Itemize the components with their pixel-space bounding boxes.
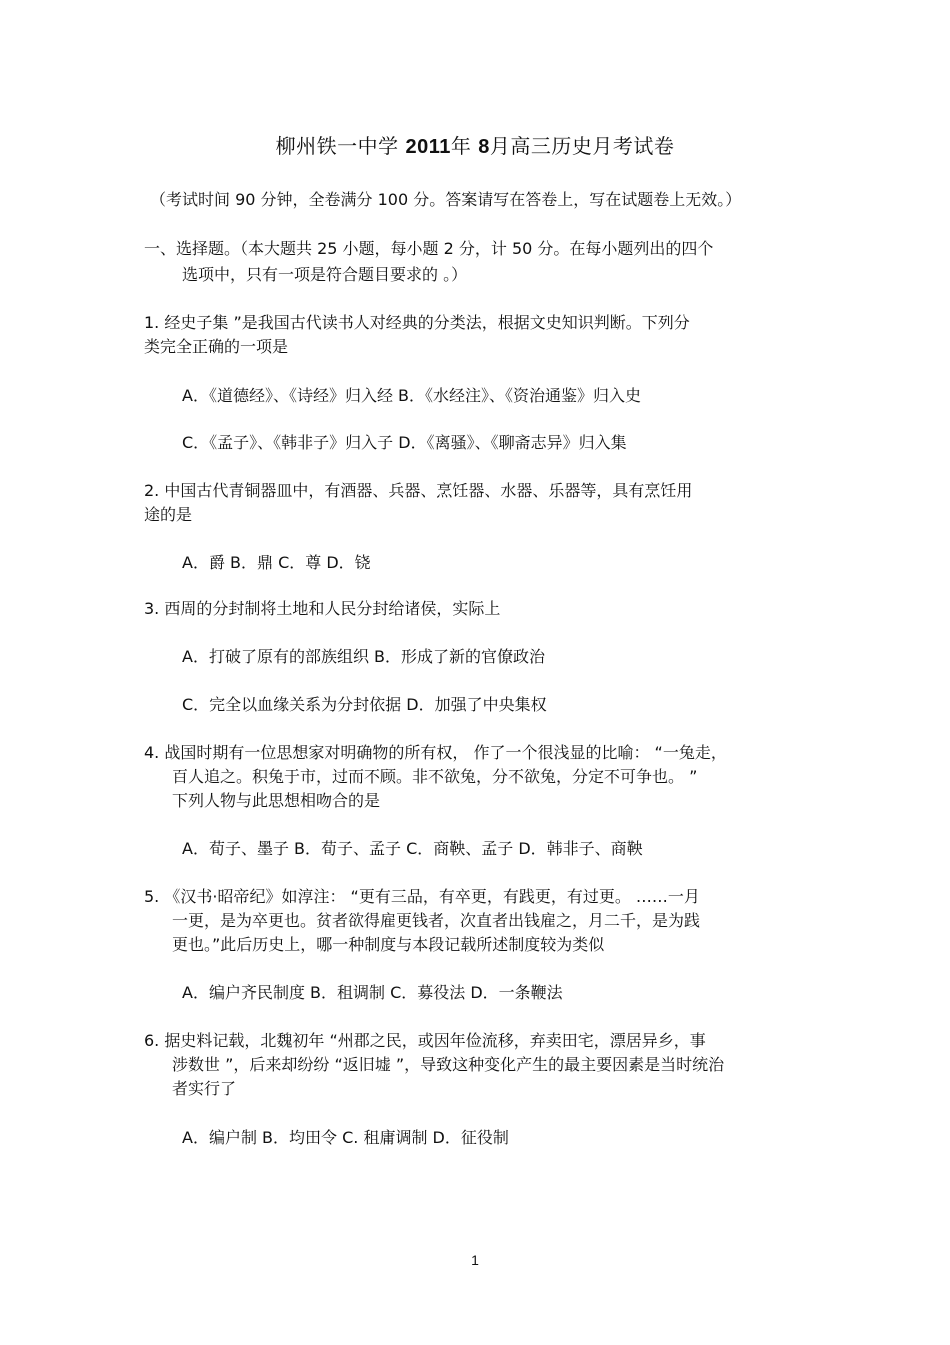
question-1-option-row2: C．《孟子》、《韩非子》归入子 D．《离骚》、《聊斋志异》归入集 xyxy=(182,433,627,452)
page-number: 1 xyxy=(471,1252,479,1268)
question-4-options: A．荀子、墨子 B．荀子、孟子 C．商鞅、孟子 D．韩非子、商鞅 xyxy=(182,839,643,858)
question-6-line3: 者实行了 xyxy=(172,1079,237,1098)
question-4-line1: 4. 战国时期有一位思想家对明确物的所有权， 作了一个很浅显的比喻： “一兔走， xyxy=(144,743,727,762)
section-heading-line1: 一、选择题。（本大题共 25 小题，每小题 2 分，计 50 分。在每小题列出的四个 xyxy=(144,239,714,258)
title-year-suffix: 年 xyxy=(450,134,472,158)
question-5-line2: 一更，是为卒更也。贫者欲得雇更钱者，次直者出钱雇之，月二千，是为践 xyxy=(172,911,701,930)
question-6-options: A．编户制 B．均田令 C. 租庸调制 D．征役制 xyxy=(182,1128,509,1147)
title-month: 8 xyxy=(478,136,490,158)
question-3-option-row1: A．打破了原有的部族组织 B．形成了新的官僚政治 xyxy=(182,647,546,666)
title-rest: 月高三历史月考试卷 xyxy=(489,134,675,158)
question-1-option-row1: A．《道德经》、《诗经》归入经 B．《水经注》、《资治通鉴》归入史 xyxy=(182,386,642,405)
question-5-options: A．编户齐民制度 B．租调制 C．募役法 D．一条鞭法 xyxy=(182,983,563,1002)
question-5-line1: 5. 《汉书·昭帝纪》如淳注： “更有三品，有卒更，有践更，有过更。 ……一月 xyxy=(144,887,700,906)
question-5-line3: 更也。”此后历史上，哪一种制度与本段记载所述制度较为类似 xyxy=(172,935,605,954)
question-4-line2: 百人追之。积兔于市，过而不顾。非不欲兔，分不欲兔，分定不可争也。 ” xyxy=(172,767,698,786)
question-2-options: A．爵 B．鼎 C．尊 D．铙 xyxy=(182,553,371,572)
section-heading-line2: 选项中，只有一项是符合题目要求的 。） xyxy=(182,265,468,284)
question-3-line1: 3. 西周的分封制将土地和人民分封给诸侯，实际上 xyxy=(144,599,501,618)
title-year: 2011 xyxy=(405,136,451,158)
question-1-line2: 类完全正确的一项是 xyxy=(144,337,289,356)
question-6-line2: 涉数世 ”，后来却纷纷 “返旧墟 ”，导致这种变化产生的最主要因素是当时统治 xyxy=(172,1055,725,1074)
page-title xyxy=(0,130,950,159)
question-3-option-row2: C．完全以血缘关系为分封依据 D．加强了中央集权 xyxy=(182,695,547,714)
title-school: 柳州铁一中学 xyxy=(275,134,399,158)
question-1-line1: 1. 经史子集 ”是我国古代读书人对经典的分类法，根据文史知识判断。下列分 xyxy=(144,313,690,332)
question-2-line2: 途的是 xyxy=(144,505,193,524)
question-2-line1: 2. 中国古代青铜器皿中，有酒器、兵器、烹饪器、水器、乐器等，具有烹饪用 xyxy=(144,481,693,500)
exam-note: （考试时间 90 分钟，全卷满分 100 分。答案请写在答卷上，写在试题卷上无效。） xyxy=(150,190,742,209)
question-4-line3: 下列人物与此思想相吻合的是 xyxy=(172,791,381,810)
question-6-line1: 6. 据史料记载，北魏初年 “州郡之民，或因年俭流移，弃卖田宅，漂居异乡，事 xyxy=(144,1031,706,1050)
